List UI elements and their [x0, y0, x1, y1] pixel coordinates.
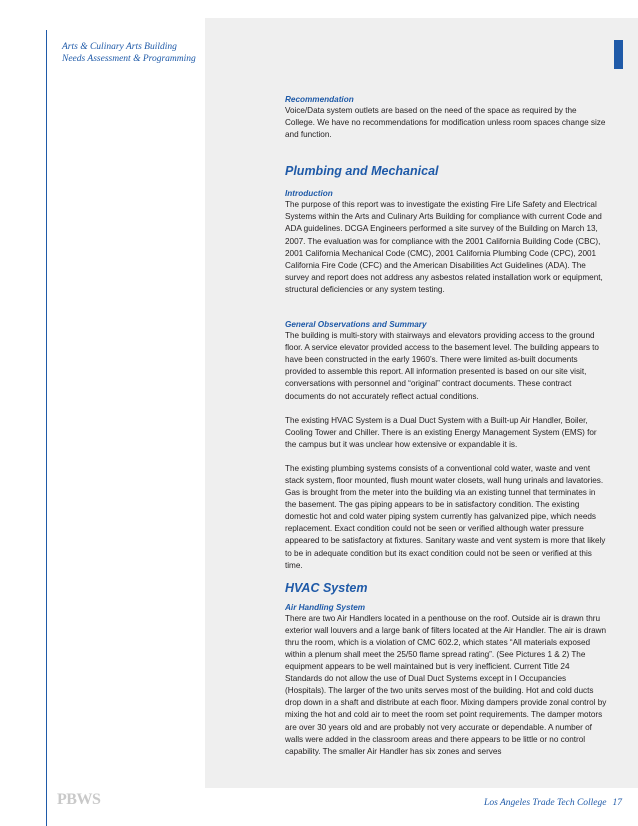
- left-margin-rule: [46, 30, 47, 826]
- introduction-heading: Introduction: [285, 189, 333, 199]
- hvac-system-title: HVAC System: [285, 580, 368, 595]
- introduction-text: The purpose of this report was to investigate the existing Fire Life Safety and Electrical Systems within the Arts and Culinary Arts Building for compliance with current Code and ADA guidelines. DCGA Engineers performed a site survey of the Building on March 13, 2007. The evaluation was for compliance with the 2001 California Building Code (CBC), 2001 California Mechanical Code (CMC), 2001 California Plumbing Code (CPC), 2001 California Fire Code (CFC) and the American Disabilities Act Guidelines (ADA). The survey and report does not address any asbestos related installation work or equipment, structural deficiencies or any system testing.: [285, 200, 603, 294]
- pbws-logo: PBWS: [57, 791, 101, 808]
- recommendation-text: Voice/Data system outlets are based on the need of the space as required by the College. We have no recommendations for modification unless room spaces change size and function.: [285, 106, 606, 140]
- air-handling-block: [285, 602, 607, 758]
- air-handling-text: There are two Air Handlers located in a penthouse on the roof. Outside air is drawn thru exterior wall louvers and a large bank of filters located at the Air Handler. The air is drawn thru the room, which is a violation of CMC 602.2, which states “All materials exposed within a plenum shall meet the 25/50 flame spread rating”. (See Pictures 1 & 2) The equipment appears to be well maintained but is very inefficient. Current Title 24 Standards do not allow the use of Dual Duct Systems except in I Occupancies (Hospitals). The larger of the two units serves most of the building. Hot and cold ducts drop down in a shaft and distribute at each floor. Mixing dampers provide zonal control by mixing the hot and cold air to meet the room set point requirements. The damper motors are over 30 years old and are probably not very accurate or dependable. A number of walls were added in the classroom areas and there appears to be little or no control capability. The smaller Air Handler has six zones and serves: [285, 613, 607, 756]
- observations-block: [285, 319, 607, 572]
- air-handling-heading: Air Handling System: [285, 602, 366, 612]
- page-footer: [484, 798, 622, 808]
- footer-college-name: Los Angeles Trade Tech College: [484, 798, 607, 808]
- observations-paragraph-3: The existing plumbing systems consists of a conventional cold water, waste and vent stack system, floor mounted, flush mount water closets, wall hung urinals and lavatories. Gas is brought from the meter into the building via an existing tunnel that terminates in the basement. The gas piping appears to be in satisfactory condition. The existing domestic hot and cold water piping system currently has galvanized pipe, which needs replacement. Exact condition could not be seen or verified although water pressure appeared to be satisfactory at fixtures. Sanitary waste and vent system is more that likely to be in adequate condition but its exact condition could not be seen or verified at this time.: [285, 463, 606, 570]
- section-tab-marker: [614, 40, 623, 69]
- observations-heading: General Observations and Summary: [285, 320, 427, 330]
- introduction-block: [285, 188, 607, 296]
- observations-paragraph-2: The existing HVAC System is a Dual Duct System with a Built-up Air Handler, Boiler, Cooling Tower and Chiller. There is an existing Energy Management System (EMS) for the campus but it was unclear how extensive or expandable it is.: [285, 415, 597, 449]
- plumbing-mechanical-title: Plumbing and Mechanical: [285, 164, 439, 179]
- main-content: [285, 94, 607, 758]
- document-header: [62, 42, 204, 65]
- page-number: 17: [612, 798, 622, 808]
- observations-paragraph-1: The building is multi-story with stairways and elevators providing access to the ground floor. A service elevator provided access to the basement level. The building appears to have been constructed in the early 1960’s. There were limited as-built documents provided to assemble this report. All information presented is based on our site visit, conversations with personnel and “original” contract documents. These contract documents do not accurately reflect actual conditions.: [285, 331, 599, 401]
- recommendation-block: [285, 94, 607, 141]
- header-title-line1: Arts & Culinary Arts Building: [62, 42, 177, 52]
- recommendation-heading: Recommendation: [285, 95, 354, 104]
- header-title-line2: Needs Assessment & Programming: [62, 53, 196, 64]
